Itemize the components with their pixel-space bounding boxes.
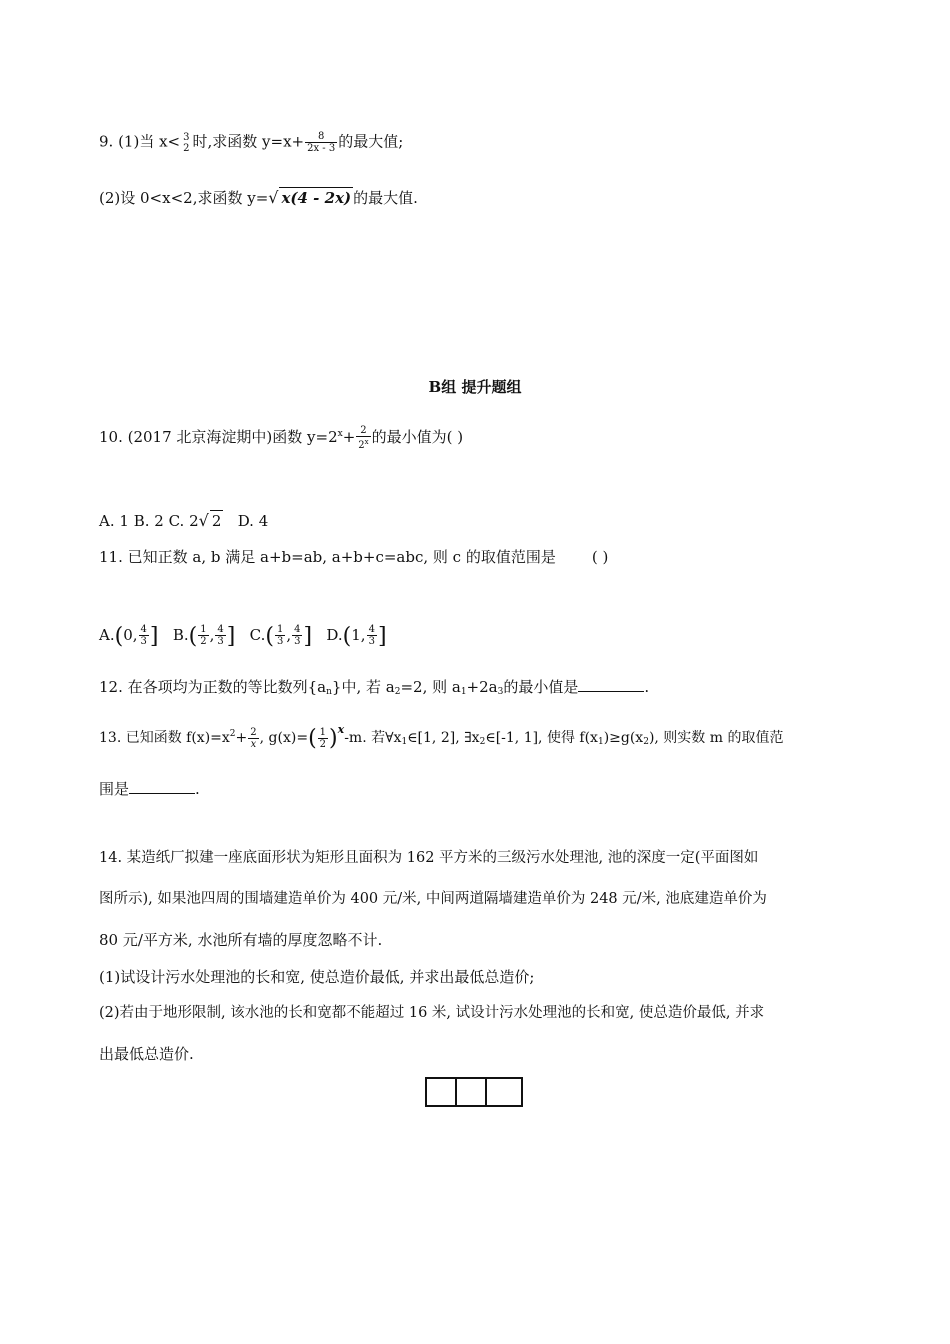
q13-frac2-den: 2	[319, 738, 327, 750]
q9-expr-fraction	[305, 131, 337, 154]
q10-option-c	[169, 512, 224, 530]
q9-line1-mid: 时,求函数 y=x+	[192, 132, 305, 151]
q13-p7: )≥g(x	[603, 730, 644, 746]
q14-part1: (1)试设计污水处理池的长和宽, 使总造价最低, 并求出最低总造价;	[99, 968, 535, 986]
q10-stem	[99, 424, 463, 451]
q11-b-left-num: 1	[200, 624, 207, 635]
q11-b-left-den: 2	[200, 636, 207, 647]
q11-a-num: 4	[140, 624, 147, 635]
q11-d-left: 1	[351, 625, 361, 644]
q9-line2	[99, 187, 418, 208]
q9-cond-fraction	[181, 132, 191, 154]
q11-a-left: 0	[123, 625, 133, 644]
q11-c-den: 3	[294, 636, 301, 647]
q12-p1: 12. 在各项均为正数的等比数列{a	[99, 678, 327, 696]
q13-p8: ), 则实数 m 的取值范	[648, 730, 784, 746]
q11-paren: ( )	[591, 548, 609, 566]
q11-options	[99, 624, 387, 647]
q10-option-c-radicand: 2	[211, 512, 222, 530]
pool-partition-wall-2	[485, 1079, 487, 1105]
q11-c-left-den: 3	[276, 636, 284, 647]
q10-option-b: B. 2	[133, 512, 164, 530]
q13-line2-end: .	[195, 780, 200, 798]
q12-answer-blank	[578, 679, 644, 692]
q13-exp: x	[337, 723, 345, 736]
q10-prefix: 10. (2017 北京海淀期中)函数 y=2	[99, 428, 338, 446]
q13-answer-blank	[129, 781, 195, 794]
q11-option-b-label: B.	[172, 625, 189, 644]
q9-expr-num: 8	[305, 131, 337, 143]
q13-line2	[99, 779, 200, 799]
q13-p1: 13. 已知函数 f(x)=x	[99, 730, 230, 746]
q11-d-den: 3	[368, 636, 375, 647]
q11-stem	[99, 547, 608, 567]
q13-p6: ∈[-1, 1], 使得 f(x	[485, 730, 598, 746]
q11-a-den: 3	[140, 636, 147, 647]
q13-p4: -m. 若∀x	[344, 730, 402, 746]
q11-option-a-label: A.	[99, 625, 115, 644]
q13-sup1: 2	[229, 729, 236, 739]
q13-frac2	[318, 727, 328, 750]
q12-p2: }中, 若 a	[331, 678, 395, 696]
q13-line2-prefix: 围是	[99, 780, 130, 798]
q9-radicand: x(4 - 2x)	[281, 189, 352, 207]
q9-line1-suffix: 的最大值;	[338, 132, 404, 151]
q11-option-a: A.(0, $\frac{4}{3}$ ]	[99, 623, 159, 649]
section-b-heading: B组 提升题组	[428, 378, 522, 396]
q11-option-d: D.(1, $\frac{4}{3}$ ]	[326, 623, 387, 649]
q12-p3: =2, 则 a	[400, 678, 461, 696]
q14-part2-line2: 出最低总造价.	[99, 1045, 194, 1063]
sqrt-icon: √	[268, 188, 279, 207]
pool-partition-wall-1	[455, 1079, 457, 1105]
q9-cond-den: 2	[183, 142, 190, 154]
sqrt-icon: √	[198, 511, 209, 530]
q12-p4: +2a	[466, 678, 498, 696]
q9-line2-suffix: 的最大值.	[353, 189, 418, 207]
q10-frac-den-exp: x	[364, 438, 369, 446]
q11-c-num: 4	[294, 624, 301, 635]
q10-mid: +	[342, 428, 356, 446]
q11-c-left-num: 1	[276, 624, 284, 635]
q11-option-c-label: C.	[249, 625, 266, 644]
q11-d-num: 4	[368, 624, 375, 635]
q9-cond-num: 3	[183, 131, 190, 143]
q9-line2-prefix: (2)设 0<x<2,求函数 y=	[99, 189, 269, 207]
q10-option-d: D. 4	[237, 512, 269, 530]
q10-suffix: 的最小值为( )	[371, 428, 464, 446]
q11-option-b: B.( $\frac{1}{2}$ , $\frac{4}{3}$ ]	[172, 623, 236, 649]
q12-s1: n	[326, 687, 332, 697]
q13-p3: , g(x)=	[259, 730, 309, 746]
q11-option-d-label: D.	[326, 625, 343, 644]
q12-end: .	[644, 678, 650, 696]
q12-s2: 2	[394, 687, 401, 697]
pool-plan-diagram	[425, 1077, 523, 1107]
q10-option-a: A. 1	[99, 512, 129, 530]
q9-line1-prefix: 9. (1)当 x<	[99, 132, 181, 151]
q12-p5: 的最小值是	[503, 678, 579, 696]
q13-frac1	[248, 727, 258, 750]
q13-s4: 2	[643, 737, 649, 747]
q11-b-num: 4	[217, 624, 224, 635]
q10-frac-den	[356, 437, 370, 451]
q13-p2: +	[235, 730, 248, 746]
q12-s4: 3	[497, 687, 504, 697]
q13-s3: 1	[597, 737, 604, 747]
q9-line1	[99, 131, 403, 154]
q12-s3: 1	[460, 687, 467, 697]
q13-p5: ∈[1, 2], ∃x	[407, 730, 480, 746]
q11-text: 11. 已知正数 a, b 满足 a+b=ab, a+b+c=abc, 则 c 的取值范围是	[99, 548, 556, 566]
q10-exp: x	[337, 429, 343, 439]
q10-frac-num: 2	[356, 425, 370, 437]
q13-frac1-num: 2	[250, 726, 257, 738]
q11-b-den: 3	[217, 636, 224, 647]
q10-fraction	[356, 425, 370, 451]
q9-expr-den: 2x - 3	[307, 143, 336, 154]
q13-s2: 2	[479, 737, 486, 747]
q11-option-c: C.( $\frac{1}{3}$ , $\frac{4}{3}$ ]	[249, 623, 313, 649]
q14-line2: 图所示), 如果池四周的围墙建造单价为 400 元/米, 中间两道隔墙建造单价为 248 元/米, 池底建造单价为	[99, 891, 767, 907]
q10-frac-den-base: 2	[358, 440, 365, 451]
q13-frac1-den: x	[250, 738, 257, 750]
q13-s1: 1	[401, 737, 408, 747]
q10-option-c-prefix: C. 2	[168, 512, 199, 530]
q14-line3: 80 元/平方米, 水池所有墙的厚度忽略不计.	[99, 931, 383, 949]
q14-line1: 14. 某造纸厂拟建一座底面形状为矩形且面积为 162 平方米的三级污水处理池, 池的深度一定(平面图如	[99, 850, 759, 866]
q12	[99, 677, 649, 702]
q14-part2-line1: (2)若由于地形限制, 该水池的长和宽都不能超过 16 米, 试设计污水处理池的长和宽, 使总造价最低, 并求	[99, 1005, 765, 1021]
q13-line1: 13. 已知函数 $f(x)=x^2+$ $\frac{2}{x}$ , g(x)=( $\frac{1}{2}$ )$^x$-m. 若$\forall x_1\in[1$, 2], $\exists x_2\in[-1$, 1], 使得 $f(x_1)\ge g(x_2)$, 则实数 m 的取值范	[99, 723, 784, 751]
q13-frac2-num: 1	[319, 726, 327, 738]
q10-options	[99, 510, 268, 531]
